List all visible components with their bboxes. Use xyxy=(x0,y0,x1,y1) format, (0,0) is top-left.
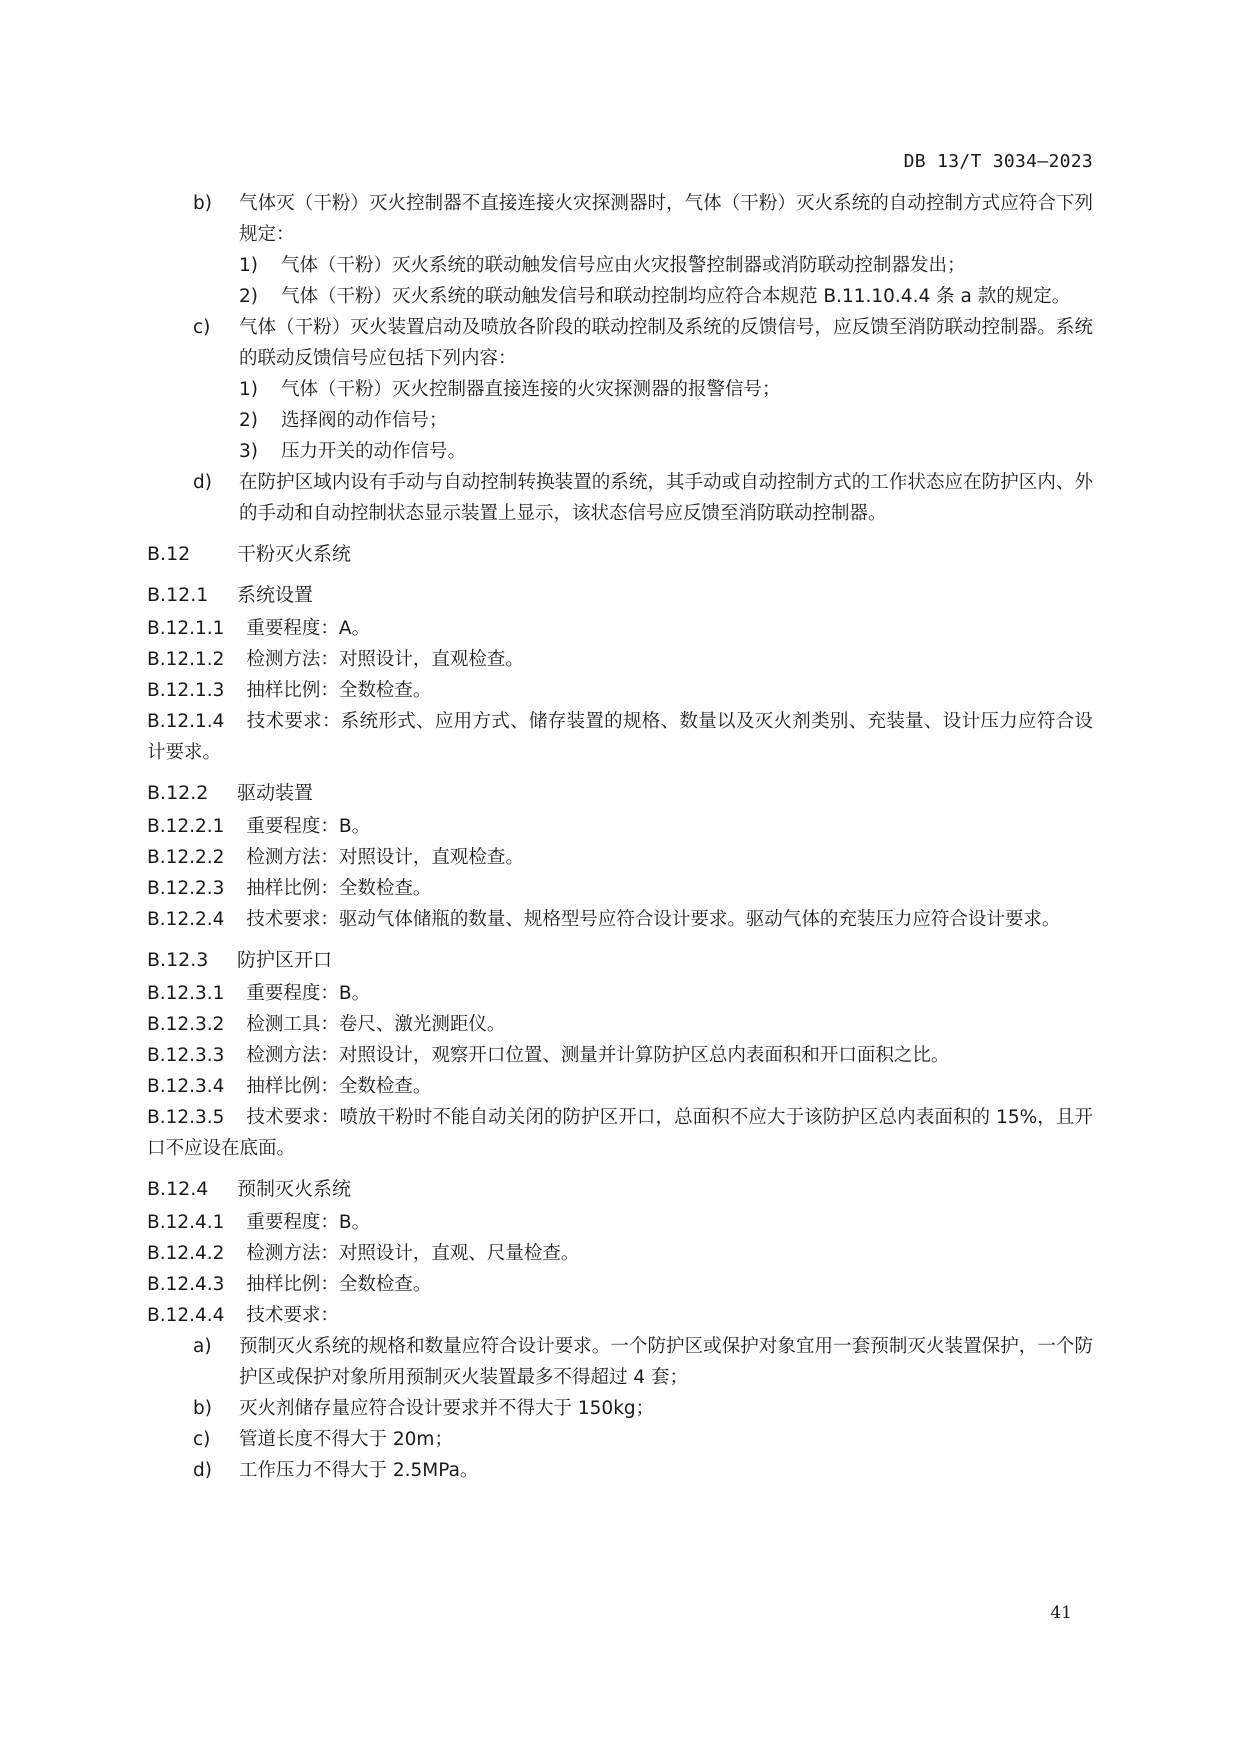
clause xyxy=(147,706,1093,768)
subsection-heading xyxy=(147,580,1093,611)
clause-text: 重要程度：A。 xyxy=(246,618,371,639)
clause-number: B.12.2.3 xyxy=(147,878,225,899)
clause-text: 抽样比例：全数检查。 xyxy=(246,1076,432,1097)
clause-text: 抽样比例：全数检查。 xyxy=(246,878,432,899)
clause xyxy=(147,1300,1093,1331)
clause-text: 抽样比例：全数检查。 xyxy=(246,1274,432,1295)
list-marker: c) xyxy=(193,1429,211,1450)
clause xyxy=(147,842,1093,873)
clause-text: 技术要求：驱动气体储瓶的数量、规格型号应符合设计要求。驱动气体的充装压力应符合设计要求。 xyxy=(246,909,1061,930)
list-text: 管道长度不得大于 20m； xyxy=(239,1429,453,1450)
list-item xyxy=(147,188,1093,250)
clause xyxy=(147,1207,1093,1238)
list-item xyxy=(147,1331,1093,1393)
list-item xyxy=(147,467,1093,529)
document-header-id: DB 13/T 3034—2023 xyxy=(903,151,1093,172)
clause-number: B.12.3.5 xyxy=(147,1107,225,1128)
clause-number: B.12.1.2 xyxy=(147,649,225,670)
clause-text: 抽样比例：全数检查。 xyxy=(246,680,432,701)
clause xyxy=(147,873,1093,904)
list-marker: d) xyxy=(193,472,212,493)
clause xyxy=(147,904,1093,935)
subsection-heading xyxy=(147,1174,1093,1205)
subsection-title: 防护区开口 xyxy=(237,949,333,971)
clause-text: 技术要求： xyxy=(246,1305,339,1326)
subsection-title: 系统设置 xyxy=(237,584,314,606)
subsection-number: B.12.4 xyxy=(147,1178,209,1200)
clause xyxy=(147,811,1093,842)
list-text: 气体（干粉）灭火控制器直接连接的火灾探测器的报警信号； xyxy=(281,379,781,400)
subsection-number: B.12.1 xyxy=(147,584,209,606)
list-text: 选择阀的动作信号； xyxy=(281,410,448,431)
clause-text: 检测方法：对照设计，直观、尺量检查。 xyxy=(246,1243,580,1264)
clause-number: B.12.3.1 xyxy=(147,983,225,1004)
list-text: 气体（干粉）灭火装置启动及喷放各阶段的联动控制及系统的反馈信号，应反馈至消防联动控制器。系统的联动反馈信号应包括下列内容： xyxy=(239,317,1093,369)
list-marker: b) xyxy=(193,193,212,214)
clause-text: 重要程度：B。 xyxy=(246,816,371,837)
clause-text: 重要程度：B。 xyxy=(246,1212,371,1233)
list-marker: d) xyxy=(193,1460,212,1481)
clause-text: 重要程度：B。 xyxy=(246,983,371,1004)
clause-number: B.12.1.4 xyxy=(147,711,225,732)
list-text: 在防护区域内设有手动与自动控制转换装置的系统，其手动或自动控制方式的工作状态应在防护区内、外的手动和自动控制状态显示装置上显示，该状态信号应反馈至消防联动控制器。 xyxy=(239,472,1093,524)
clause xyxy=(147,675,1093,706)
clause-text: 检测方法：对照设计，直观检查。 xyxy=(246,649,524,670)
clause-text: 检测工具：卷尺、激光测距仪。 xyxy=(246,1014,506,1035)
sub-list-item xyxy=(147,281,1093,312)
subsection-title: 预制灭火系统 xyxy=(237,1178,352,1200)
clause-number: B.12.4.3 xyxy=(147,1274,225,1295)
clause-number: B.12.1.1 xyxy=(147,618,225,639)
list-marker: b) xyxy=(193,1398,212,1419)
clause-text: 技术要求：系统形式、应用方式、储存装置的规格、数量以及灭火剂类别、充装量、设计压力应符合设计要求。 xyxy=(147,711,1093,763)
clause-text: 检测方法：对照设计，直观检查。 xyxy=(246,847,524,868)
subsection-number: B.12.2 xyxy=(147,782,209,804)
subsection-heading xyxy=(147,778,1093,809)
list-marker: 1) xyxy=(239,379,258,400)
clause-number: B.12.4.1 xyxy=(147,1212,225,1233)
sub-list-item xyxy=(147,250,1093,281)
clause-number: B.12.3.3 xyxy=(147,1045,225,1066)
list-item xyxy=(147,1455,1093,1486)
clause xyxy=(147,613,1093,644)
list-text: 压力开关的动作信号。 xyxy=(281,441,467,462)
list-text: 工作压力不得大于 2.5MPa。 xyxy=(239,1460,479,1481)
list-text: 灭火剂储存量应符合设计要求并不得大于 150kg； xyxy=(239,1398,655,1419)
clause xyxy=(147,1071,1093,1102)
clause-number: B.12.4.4 xyxy=(147,1305,225,1326)
clause xyxy=(147,1269,1093,1300)
list-text: 气体（干粉）灭火系统的联动触发信号应由火灾报警控制器或消防联动控制器发出； xyxy=(281,255,966,276)
subsection-number: B.12.3 xyxy=(147,949,209,971)
list-text: 预制灭火系统的规格和数量应符合设计要求。一个防护区或保护对象宜用一套预制灭火装置保护，一个防护区或保护对象所用预制灭火装置最多不得超过 4 套； xyxy=(239,1336,1093,1388)
page-content xyxy=(147,188,1093,1486)
list-text: 气体（干粉）灭火系统的联动触发信号和联动控制均应符合本规范 B.11.10.4.4 条 a 款的规定。 xyxy=(281,286,1071,307)
list-item xyxy=(147,1393,1093,1424)
page-number: 41 xyxy=(1050,1603,1072,1623)
list-marker: 3) xyxy=(239,441,258,462)
list-marker: 1) xyxy=(239,255,258,276)
list-marker: 2) xyxy=(239,286,258,307)
subsection-title: 驱动装置 xyxy=(237,782,314,804)
clause-number: B.12.2.2 xyxy=(147,847,225,868)
clause-number: B.12.2.4 xyxy=(147,909,225,930)
list-marker: 2) xyxy=(239,410,258,431)
clause-text: 技术要求：喷放干粉时不能自动关闭的防护区开口，总面积不应大于该防护区总内表面积的 15%，且开口不应设在底面。 xyxy=(147,1107,1093,1159)
clause xyxy=(147,1009,1093,1040)
clause xyxy=(147,1102,1093,1164)
clause xyxy=(147,1040,1093,1071)
clause xyxy=(147,644,1093,675)
clause-number: B.12.3.4 xyxy=(147,1076,225,1097)
list-text: 气体灭（干粉）灭火控制器不直接连接火灾探测器时，气体（干粉）灭火系统的自动控制方式应符合下列规定： xyxy=(239,193,1093,245)
section-number: B.12 xyxy=(147,543,191,565)
clause-number: B.12.4.2 xyxy=(147,1243,225,1264)
sub-list-item xyxy=(147,405,1093,436)
clause-number: B.12.1.3 xyxy=(147,680,225,701)
list-marker: c) xyxy=(193,317,211,338)
clause-number: B.12.2.1 xyxy=(147,816,225,837)
sub-list-item xyxy=(147,374,1093,405)
clause xyxy=(147,1238,1093,1269)
list-item xyxy=(147,1424,1093,1455)
clause-text: 检测方法：对照设计，观察开口位置、测量并计算防护区总内表面积和开口面积之比。 xyxy=(246,1045,950,1066)
list-marker: a) xyxy=(193,1336,212,1357)
section-title: 干粉灭火系统 xyxy=(237,543,352,565)
list-item xyxy=(147,312,1093,374)
clause xyxy=(147,978,1093,1009)
sub-list-item xyxy=(147,436,1093,467)
subsection-heading xyxy=(147,945,1093,976)
clause-number: B.12.3.2 xyxy=(147,1014,225,1035)
section-heading xyxy=(147,539,1093,570)
